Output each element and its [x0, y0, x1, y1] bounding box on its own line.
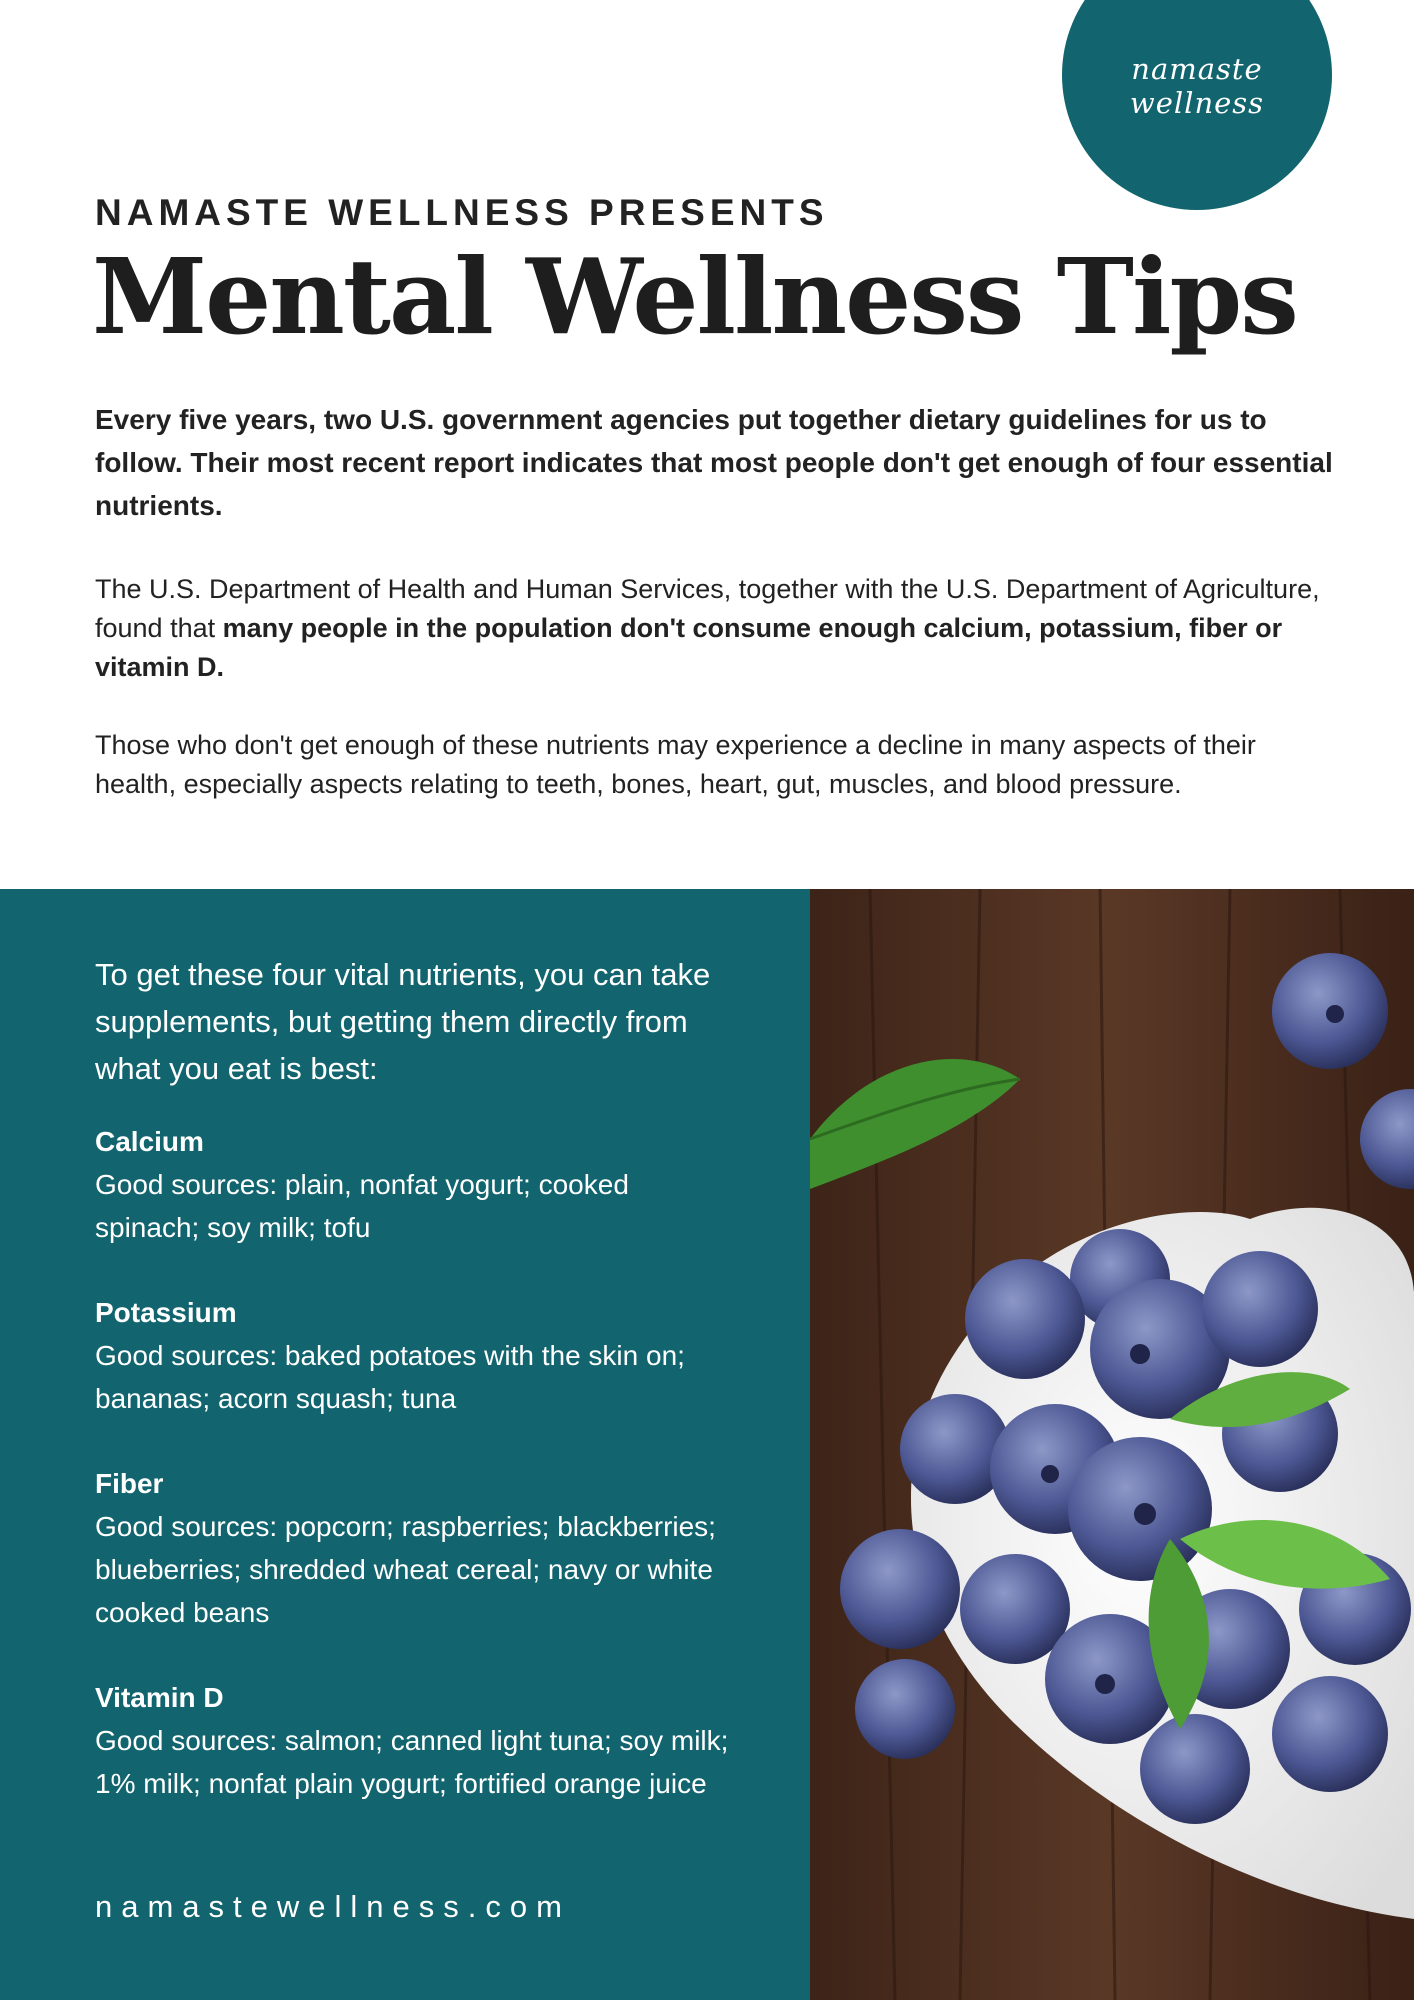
panel-intro: To get these four vital nutrients, you can take supplements, but getting them directly from what you eat is best: — [95, 957, 711, 1086]
nutrient-vitamin-d — [95, 1677, 735, 1805]
nutrient-sources: Good sources: baked potatoes with the skin on; bananas; acorn squash; tuna — [95, 1340, 685, 1414]
body-paragraph-2: Those who don't get enough of these nutrients may experience a decline in many aspects of their health, especially aspects relating to teeth, bones, heart, gut, muscles, and blood pressure. — [95, 730, 1256, 799]
nutrients-panel — [0, 889, 810, 2000]
body-paragraph-1-emphasis: many people in the population don't consume enough calcium, potassium, fiber or vitamin D. — [95, 613, 1283, 682]
nutrient-fiber — [95, 1463, 735, 1634]
nutrient-sources: Good sources: salmon; canned light tuna; soy milk; 1% milk; nonfat plain yogurt; fortified orange juice — [95, 1725, 729, 1799]
body-paragraph-1-text: The U.S. Department of Health and Human Services, together with the U.S. Department of Agriculture, found that — [95, 574, 1320, 643]
nutrient-name: Vitamin D — [95, 1682, 224, 1713]
logo-line-2: wellness — [1129, 86, 1265, 120]
lead-paragraph: Every five years, two U.S. government agencies put together dietary guidelines for us to follow. Their most recent report indicates that most people don't get enough of four essential nutrients. — [95, 404, 1333, 521]
nutrient-sources: Good sources: popcorn; raspberries; blackberries; blueberries; shredded wheat cereal; navy or white cooked beans — [95, 1511, 716, 1628]
nutrient-potassium — [95, 1292, 735, 1420]
nutrient-name: Potassium — [95, 1297, 237, 1328]
blueberries-photo — [810, 889, 1414, 2000]
website-link[interactable]: namastewellness.com — [95, 1889, 571, 1924]
nutrient-name: Calcium — [95, 1126, 204, 1157]
brand-logo-text — [1062, 52, 1332, 120]
nutrient-sources: Good sources: plain, nonfat yogurt; cooked spinach; soy milk; tofu — [95, 1169, 629, 1243]
logo-line-1: namaste — [1131, 52, 1263, 86]
nutrient-calcium — [95, 1121, 735, 1249]
brand-logo — [1062, 0, 1332, 210]
page-title: Mental Wellness Tips — [92, 235, 1297, 358]
nutrient-name: Fiber — [95, 1468, 164, 1499]
blueberries-illustration — [810, 889, 1414, 2000]
body-paragraph-1 — [95, 570, 1335, 687]
eyebrow-heading: NAMASTE WELLNESS PRESENTS — [95, 192, 829, 233]
